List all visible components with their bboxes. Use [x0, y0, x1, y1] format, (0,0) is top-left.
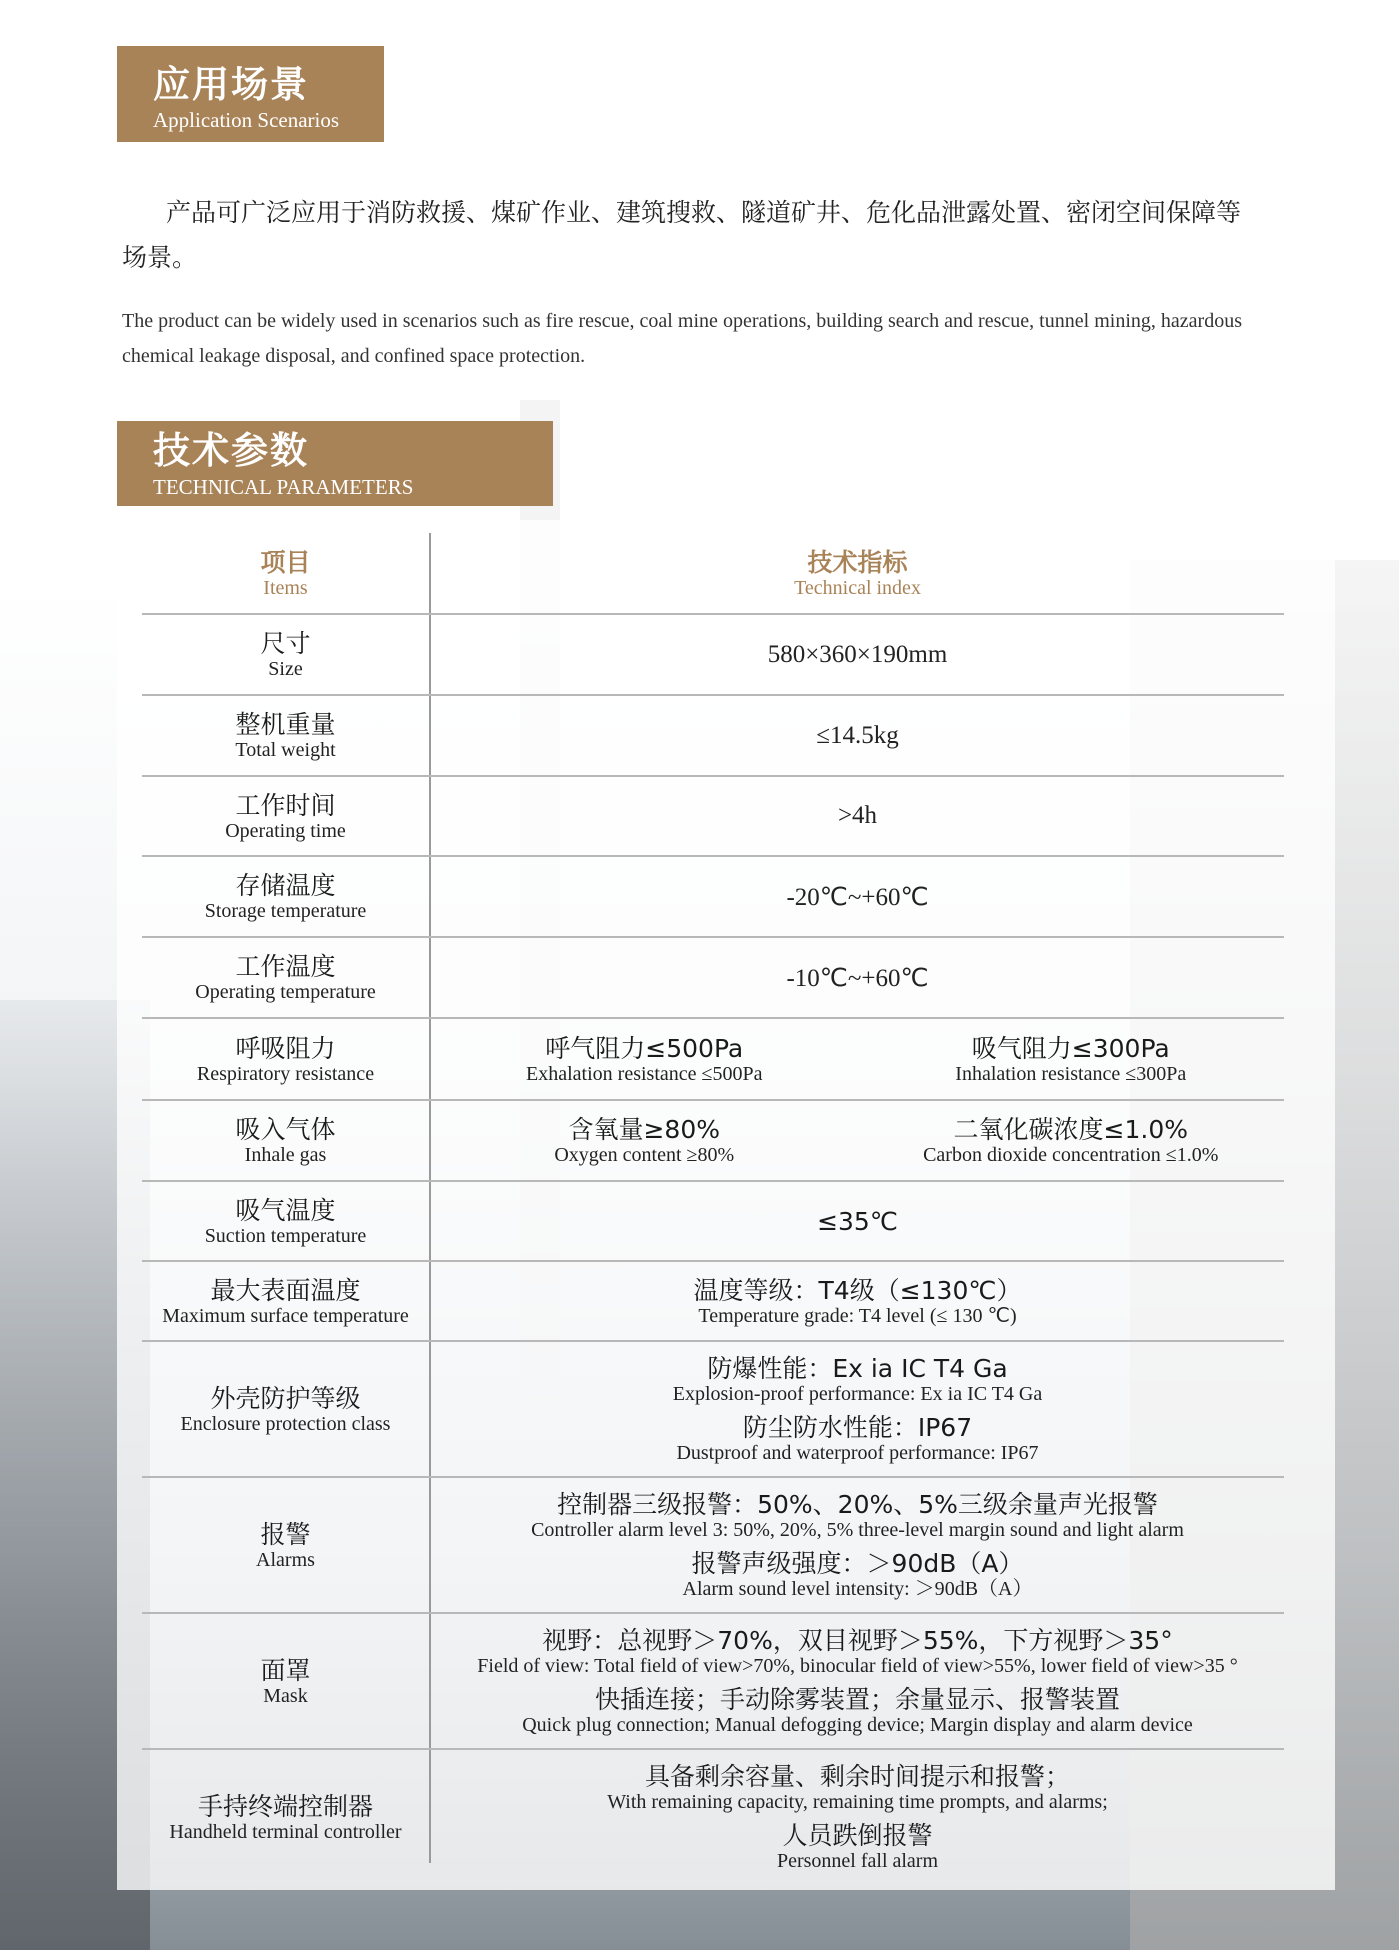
value-cell: [431, 1019, 1284, 1099]
item-cell: [142, 1101, 429, 1180]
item-name-en: Inhale gas: [244, 1144, 327, 1166]
table-row: [142, 696, 1284, 777]
item-name-en: Storage temperature: [204, 900, 367, 922]
table-header-row: [142, 533, 1284, 615]
item-name-zh: 面罩: [260, 1655, 311, 1685]
value-en: Controller alarm level 3: 50%, 20%, 5% three-level margin sound and light alarm: [531, 1519, 1184, 1541]
value-zh: 呼气阻力≤500Pa: [545, 1033, 744, 1063]
item-name-en: Maximum surface temperature: [162, 1304, 409, 1327]
value-zh: 控制器三级报警：50%、20%、5%三级余量声光报警: [557, 1490, 1158, 1519]
item-name-zh: 存储温度: [235, 871, 336, 900]
table-row: [142, 938, 1284, 1019]
value-en: Exhalation resistance ≤500Pa: [526, 1062, 763, 1085]
value-zh: 视野：总视野＞70%，双目视野＞55%，下方视野＞35°: [542, 1626, 1173, 1655]
table-row: [142, 1262, 1284, 1342]
table-row: [142, 857, 1284, 938]
item-name-en: Operating time: [225, 819, 346, 842]
item-name-en: Size: [268, 658, 303, 680]
table-row: [142, 1750, 1284, 1884]
table-row: [142, 1101, 1284, 1182]
value-cell: [431, 1342, 1284, 1476]
value-en: Temperature grade: T4 level (≤ 130 ℃): [698, 1304, 1017, 1327]
item-name-en: Enclosure protection class: [180, 1412, 391, 1435]
value-cell: [431, 1478, 1284, 1612]
value-zh: 含氧量≥80%: [568, 1115, 720, 1144]
item-name-zh: 工作温度: [235, 952, 336, 981]
value-en: Field of view: Total field of view>70%, binocular field of view>55%, lower field of view>35 °: [477, 1655, 1238, 1677]
value-cell: [431, 1101, 1284, 1180]
item-cell: [142, 1182, 429, 1260]
value-en: Explosion-proof performance: Ex ia IC T4 Ga: [672, 1383, 1043, 1405]
value-zh: 二氧化碳浓度≤1.0%: [953, 1115, 1188, 1144]
value-en: Inhalation resistance ≤300Pa: [955, 1062, 1187, 1085]
value-cell: [431, 1750, 1284, 1884]
item-cell: [142, 857, 429, 936]
value-left: [431, 1034, 858, 1085]
value-en: Dustproof and waterproof performance: IP67: [676, 1442, 1039, 1464]
table-row: [142, 1182, 1284, 1262]
value-left: [431, 1115, 858, 1166]
value-text: -20℃~+60℃: [786, 883, 929, 911]
value-en: Quick plug connection; Manual defogging device; Margin display and alarm device: [522, 1714, 1193, 1736]
value-en: Alarm sound level intensity: ＞90dB（A）: [682, 1578, 1033, 1600]
table-row: [142, 615, 1284, 696]
header-index-zh: 技术指标: [807, 547, 908, 577]
value-zh: 具备剩余容量、剩余时间提示和报警；: [644, 1762, 1070, 1791]
item-cell: [142, 696, 429, 775]
header-items-cell: [142, 533, 429, 613]
value-zh: 防爆性能：Ex ia IC T4 Ga: [707, 1354, 1008, 1383]
item-name-zh: 吸入气体: [235, 1115, 336, 1144]
item-name-en: Mask: [263, 1684, 308, 1707]
item-cell: [142, 615, 429, 694]
item-name-en: Handheld terminal controller: [169, 1820, 402, 1843]
table-row: [142, 1614, 1284, 1750]
section-title-zh: 应用场景: [153, 63, 309, 106]
application-scenarios-header: [117, 46, 384, 142]
item-cell: [142, 1019, 429, 1099]
value-en: Personnel fall alarm: [776, 1850, 939, 1872]
value-cell: [431, 777, 1284, 855]
value-en: With remaining capacity, remaining time prompts, and alarms;: [607, 1791, 1108, 1813]
item-name-en: Suction temperature: [204, 1224, 367, 1247]
item-cell: [142, 938, 429, 1017]
value-zh: 温度等级：T4级（≤130℃）: [693, 1275, 1022, 1305]
item-name-zh: 外壳防护等级: [210, 1383, 361, 1413]
technical-parameters-header: [117, 421, 553, 506]
item-cell: [142, 1614, 429, 1748]
item-name-zh: 报警: [260, 1519, 311, 1549]
value-cell: [431, 1182, 1284, 1260]
value-en: Oxygen content ≥80%: [554, 1144, 735, 1166]
value-en: Carbon dioxide concentration ≤1.0%: [923, 1144, 1219, 1166]
item-cell: [142, 777, 429, 855]
item-cell: [142, 1262, 429, 1340]
table-row: [142, 777, 1284, 857]
value-cell: [431, 696, 1284, 775]
value-cell: [431, 857, 1284, 936]
table-row: [142, 1342, 1284, 1478]
value-text: 580×360×190mm: [767, 640, 948, 668]
value-zh: 报警声级强度：＞90dB（A）: [691, 1549, 1024, 1578]
item-name-zh: 手持终端控制器: [197, 1791, 373, 1821]
section-title-en: Application Scenarios: [153, 108, 340, 132]
item-name-zh: 最大表面温度: [210, 1275, 361, 1305]
intro-paragraph-zh: 产品可广泛应用于消防救援、煤矿作业、建筑搜救、隧道矿井、危化品泄露处置、密闭空间保障等场景。: [122, 198, 1242, 272]
item-name-zh: 吸气温度: [235, 1195, 336, 1225]
item-name-en: Total weight: [235, 739, 336, 761]
item-name-zh: 尺寸: [260, 629, 311, 658]
table-row: [142, 1019, 1284, 1101]
value-right: [858, 1115, 1285, 1166]
item-name-zh: 工作时间: [235, 790, 336, 820]
item-name-en: Respiratory resistance: [196, 1062, 375, 1085]
value-text: ≤35℃: [817, 1206, 898, 1236]
value-cell: [431, 615, 1284, 694]
header-index-cell: [431, 533, 1284, 613]
item-cell: [142, 1750, 429, 1884]
table-row: [142, 1478, 1284, 1614]
header-items-en: Items: [263, 576, 308, 599]
value-cell: [431, 938, 1284, 1017]
item-cell: [142, 1478, 429, 1612]
value-text: ≤14.5kg: [816, 721, 899, 749]
section-title-zh: 技术参数: [153, 429, 309, 472]
value-right: [858, 1034, 1285, 1085]
value-zh: 防尘防水性能：IP67: [742, 1413, 973, 1442]
value-text: >4h: [837, 802, 878, 829]
intro-paragraph-en: The product can be widely used in scenarios such as fire rescue, coal mine operations, building search and rescue, tunnel mining, hazardous chemical leakage disposal, and confined space protection.: [122, 310, 1242, 367]
value-zh: 快插连接；手动除雾装置；余量显示、报警装置: [594, 1685, 1120, 1714]
item-name-en: Alarms: [256, 1548, 315, 1571]
header-items-zh: 项目: [260, 547, 311, 577]
section-title-en: TECHNICAL PARAMETERS: [153, 475, 414, 499]
value-zh: 人员跌倒报警: [782, 1821, 933, 1850]
value-text: -10℃~+60℃: [786, 964, 929, 992]
value-zh: 吸气阻力≤300Pa: [971, 1033, 1170, 1063]
item-name-en: Operating temperature: [195, 981, 376, 1003]
item-cell: [142, 1342, 429, 1476]
header-index-en: Technical index: [794, 576, 921, 599]
value-cell: [431, 1262, 1284, 1340]
value-cell: [431, 1614, 1284, 1748]
item-name-zh: 整机重量: [235, 710, 336, 739]
item-name-zh: 呼吸阻力: [235, 1033, 336, 1063]
